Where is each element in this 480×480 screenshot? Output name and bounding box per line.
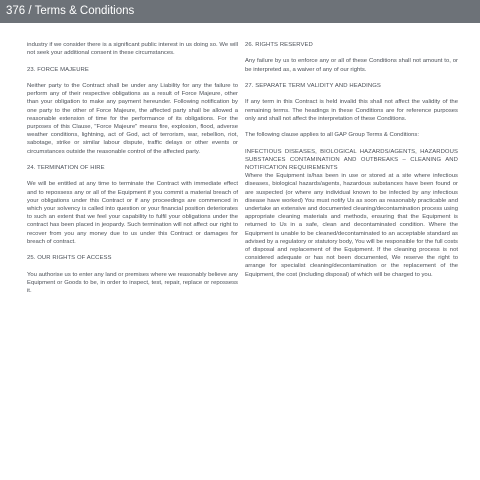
section-24-heading: 24. TERMINATION OF HIRE [27, 165, 105, 171]
section-25-heading: 25. OUR RIGHTS OF ACCESS [27, 255, 112, 262]
section-23-body: Neither party to the Contract shall be under any Liability for any the failure to perform any of their respective obligations as a result of Force Majeure, other than your obligation to make any payment hereunder. Following notification by one party to the other of Force Majeure, the affected party shall be allowed a reasonable extension of time for the performance of its obligations. For the purposes of this Clause, "Force Majeure" means fire, explosion, flood, adverse weather conditions, lightning, act of God, act of terrorism, war, rebellion, riot, sabotage, strike or similar labour dispute, traffic delays or other events or circumstances outside the reasonable control of the affected party. [27, 82, 238, 155]
section-24-body: We will be entitled at any time to terminate the Contract with immediate effect and to repossess any or all of the Equipment if you commit a material breach of your obligations under this Contract or if any proceedings are commenced in which your solvency is called into question or your financial position deteriorates to such an extent that we feel your capability to fulfil your obligations under the contract has been placed in jeopardy. Such termination will not affect our right to recover from you any money due to us under this Contract or damages for breach of contract. [27, 181, 238, 245]
right-column [245, 41, 458, 287]
section-25-body: You authorise us to enter any land or premises where we reasonably believe any Equipment or Goods to be, in order to inspect, test, repair, replace or repossess it. [27, 271, 238, 294]
left-column [27, 41, 238, 303]
applies-statement: The following clause applies to all GAP Group Terms & Conditions: [245, 132, 419, 139]
infectious-diseases-heading: INFECTIOUS DISEASES, BIOLOGICAL HAZARDS/AGENTS, HAZARDOUS SUBSTANCES CONTAMINATION AND OUTBREAKS – CLEANING AND NOTIFICATION REQUIREMENTS [245, 148, 458, 171]
section-27-body: If any term in this Contract is held invalid this shall not affect the validity of the remaining terms. The headings in these Conditions are for reference purposes only and shall not affect the interpretation of these Conditions. [245, 99, 458, 122]
section-26-heading: 26. RIGHTS RESERVED [245, 42, 313, 48]
section-27-heading: 27. SEPARATE TERM VALIDITY AND HEADINGS [245, 82, 381, 89]
infectious-diseases-body: Where the Equipment is/has been in use or stored at a site where infectious diseases, biological hazards/agents, hazardous substances have been found or are suspected (or where any individual known to be infected by any infectious disease have worked) You must notify Us as soon as reasonably practicable and undertake an extensive and documented cleaning/decontamination process using appropriate cleaning materials and methods, ensuring that the Equipment is returned to Us in a safe, clean and decontaminated condition. Where the Equipment is unable to be cleaned/decontaminated to an acceptable standard as advised by a regulatory or statutory body, You will be responsible for the full costs of disposal and replacement of the Equipment. If the cleaning process is not considered adequate or has not been documented, We reserve the right to arrange for specialist cleaning/decontamination or the replacement of the Equipment, the cost (including disposal) of which will be charged to you. [245, 173, 458, 278]
intro-paragraph: industry if we consider there is a significant public interest in us doing so. We will not seek your additional consent in these circumstances. [27, 42, 238, 57]
page-header [0, 0, 480, 23]
section-23-heading: 23. FORCE MAJEURE [27, 66, 89, 73]
section-26-body: Any failure by us to enforce any or all of these Conditions shall not amount to, or be interpreted as, a waiver of any of our rights. [245, 58, 458, 73]
page-title: 376 / Terms & Conditions [6, 5, 135, 17]
